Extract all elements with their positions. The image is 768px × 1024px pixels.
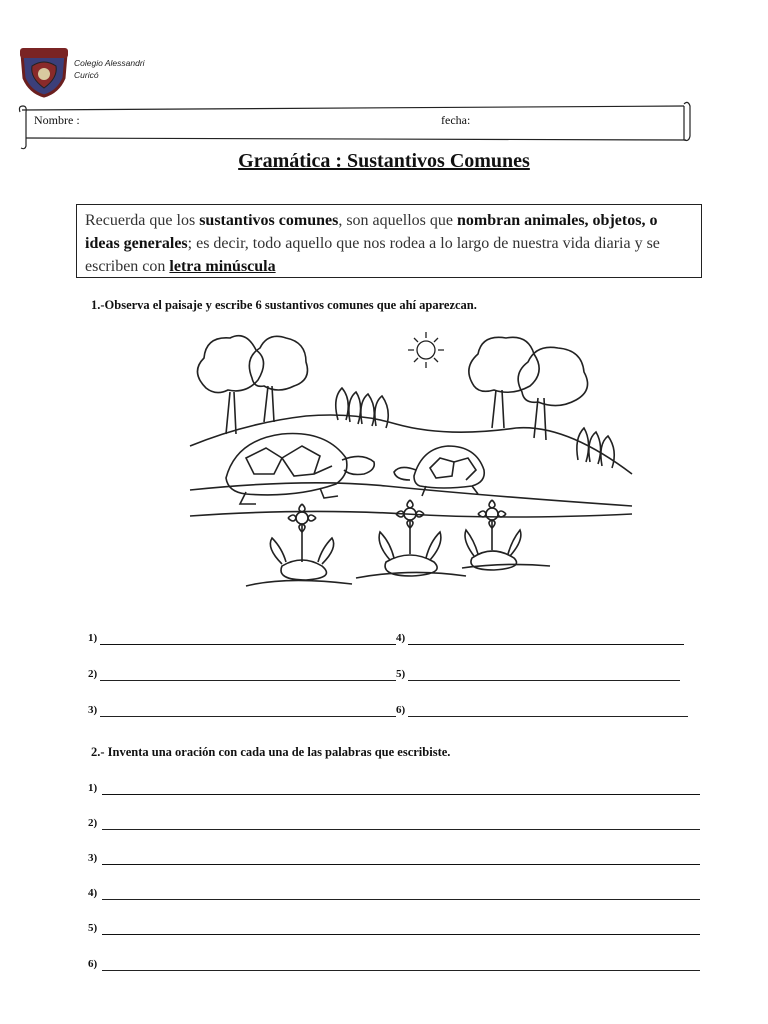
sun-icon — [408, 332, 444, 368]
turtle-icon — [226, 434, 374, 505]
bush-icon — [336, 388, 389, 428]
answer-2-line[interactable] — [100, 680, 396, 681]
path-line-bottom — [190, 511, 632, 517]
sentence-1-line[interactable] — [102, 794, 700, 795]
nombre-label: Nombre : — [34, 113, 80, 127]
answer-1-line[interactable] — [100, 644, 396, 645]
flower-icon — [246, 504, 352, 586]
sentence-1-label: 1) — [88, 782, 98, 794]
answer-4-line[interactable] — [408, 644, 684, 645]
answer-5-label: 5) — [396, 668, 406, 680]
flower-icon — [462, 500, 550, 570]
sentence-6-line[interactable] — [102, 970, 700, 971]
answer-4-label: 4) — [396, 632, 406, 644]
reminder-bold-1: sustantivos comunes — [199, 212, 339, 229]
landscape-illustration — [186, 328, 636, 596]
school-crest-icon — [18, 44, 70, 98]
school-name-line2: Curicó — [74, 70, 99, 80]
reminder-text-2: , son aquellos que — [338, 212, 457, 229]
sentence-5-line[interactable] — [102, 934, 700, 935]
reminder-box — [76, 204, 702, 278]
fecha-label: fecha: — [441, 113, 471, 127]
reminder-bold-3: letra minúscula — [169, 258, 276, 275]
answer-3-line[interactable] — [100, 716, 396, 717]
tree-icon — [197, 336, 263, 434]
tree-icon — [518, 347, 587, 440]
answer-2-label: 2) — [88, 668, 98, 680]
school-name — [74, 57, 145, 81]
sentence-3-label: 3) — [88, 852, 98, 864]
bush-icon — [577, 428, 614, 468]
sentence-4-line[interactable] — [102, 899, 700, 900]
sentence-3-line[interactable] — [102, 864, 700, 865]
sentence-4-label: 4) — [88, 887, 98, 899]
name-date-scroll-banner — [16, 100, 692, 152]
question-2: 2.- Inventa una oración con cada una de las palabras que escribiste. — [91, 745, 451, 759]
tree-icon — [469, 337, 539, 428]
answer-5-line[interactable] — [408, 680, 680, 681]
sentence-2-line[interactable] — [102, 829, 700, 830]
answer-6-line[interactable] — [408, 716, 688, 717]
reminder-bold-2: nombran animales, objetos, o ideas generales — [85, 212, 658, 252]
reminder-text-3: ; es decir, todo aquello que nos rodea a lo largo de nuestra vida diaria y se escriben con — [85, 235, 660, 275]
school-name-line1: Colegio Alessandri — [74, 58, 145, 68]
sentence-6-label: 6) — [88, 958, 98, 970]
page-title: Gramática : Sustantivos Comunes — [238, 150, 530, 172]
hill-line — [190, 415, 632, 474]
sentence-5-label: 5) — [88, 922, 98, 934]
answer-6-label: 6) — [396, 704, 406, 716]
answer-3-label: 3) — [88, 704, 98, 716]
answer-1-label: 1) — [88, 632, 98, 644]
question-1: 1.-Observa el paisaje y escribe 6 sustantivos comunes que ahí aparezcan. — [91, 298, 477, 312]
reminder-text-1: Recuerda que los — [85, 212, 200, 229]
sentence-2-label: 2) — [88, 817, 98, 829]
